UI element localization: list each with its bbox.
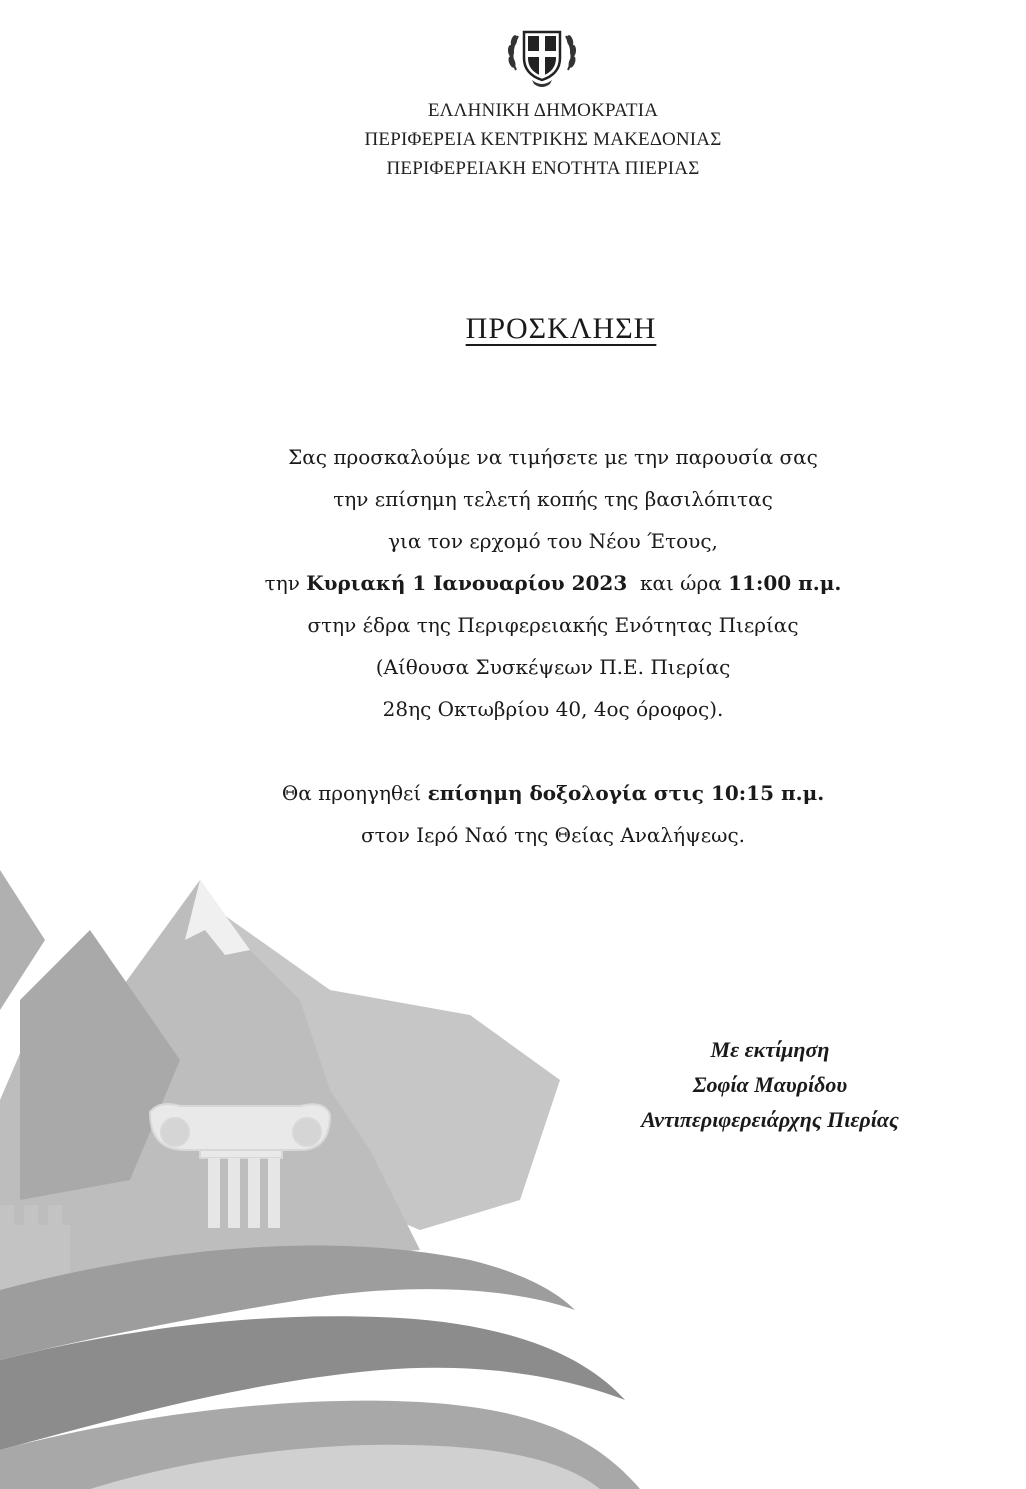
header-region: ΠΕΡΙΦΕΡΕΙΑ ΚΕΝΤΡΙΚΗΣ ΜΑΚΕΔΟΝΙΑΣ [364, 129, 722, 150]
time-connector: και ώρα [627, 571, 729, 595]
signature-name: Σοφία Μαυρίδου [692, 1072, 848, 1097]
body-line: Σας προσκαλούμε να τιμήσετε με την παρουσία σας [288, 445, 818, 469]
invitation-body [0, 436, 1026, 856]
event-time: 11:00 π.μ. [728, 571, 842, 595]
doxology-prefix: Θα προηγηθεί [281, 781, 428, 805]
issuer-header [0, 96, 1026, 183]
doxology-line [80, 772, 1026, 814]
body-line: στην έδρα της Περιφερειακής Ενότητας Πιερίας [307, 613, 799, 637]
body-line: 28ης Οκτωβρίου 40, 4ος όροφος). [382, 697, 724, 721]
signature-role: Αντιπεριφερειάρχης Πιερίας [641, 1107, 899, 1132]
header-regional-unit: ΠΕΡΙΦΕΡΕΙΑΚΗ ΕΝΟΤΗΤΑ ΠΙΕΡΙΑΣ [386, 158, 700, 179]
date-prefix: την [264, 571, 307, 595]
greek-coat-of-arms-icon [502, 18, 582, 98]
body-line: (Αίθουσα Συσκέψεων Π.Ε. Πιερίας [375, 655, 731, 679]
signature-closing: Με εκτίμηση [710, 1037, 830, 1062]
header-country: ΕΛΛΗΝΙΚΗ ΔΗΜΟΚΡΑΤΙΑ [427, 100, 659, 121]
body-line: για τον ερχομό του Νέου Έτους, [388, 529, 718, 553]
signature-block [560, 1032, 980, 1137]
doxology-time: επίσημη δοξολογία στις 10:15 π.μ. [427, 781, 825, 805]
page-title: ΠΡΟΣΚΛΗΣΗ [465, 312, 657, 345]
body-line: στον Ιερό Ναό της Θείας Αναλήψεως. [360, 823, 746, 847]
event-date: Κυριακή 1 Ιανουαρίου 2023 [306, 571, 628, 595]
body-line: την επίσημη τελετή κοπής της βασιλόπιτας [333, 487, 773, 511]
event-date-time-line [80, 562, 1026, 604]
